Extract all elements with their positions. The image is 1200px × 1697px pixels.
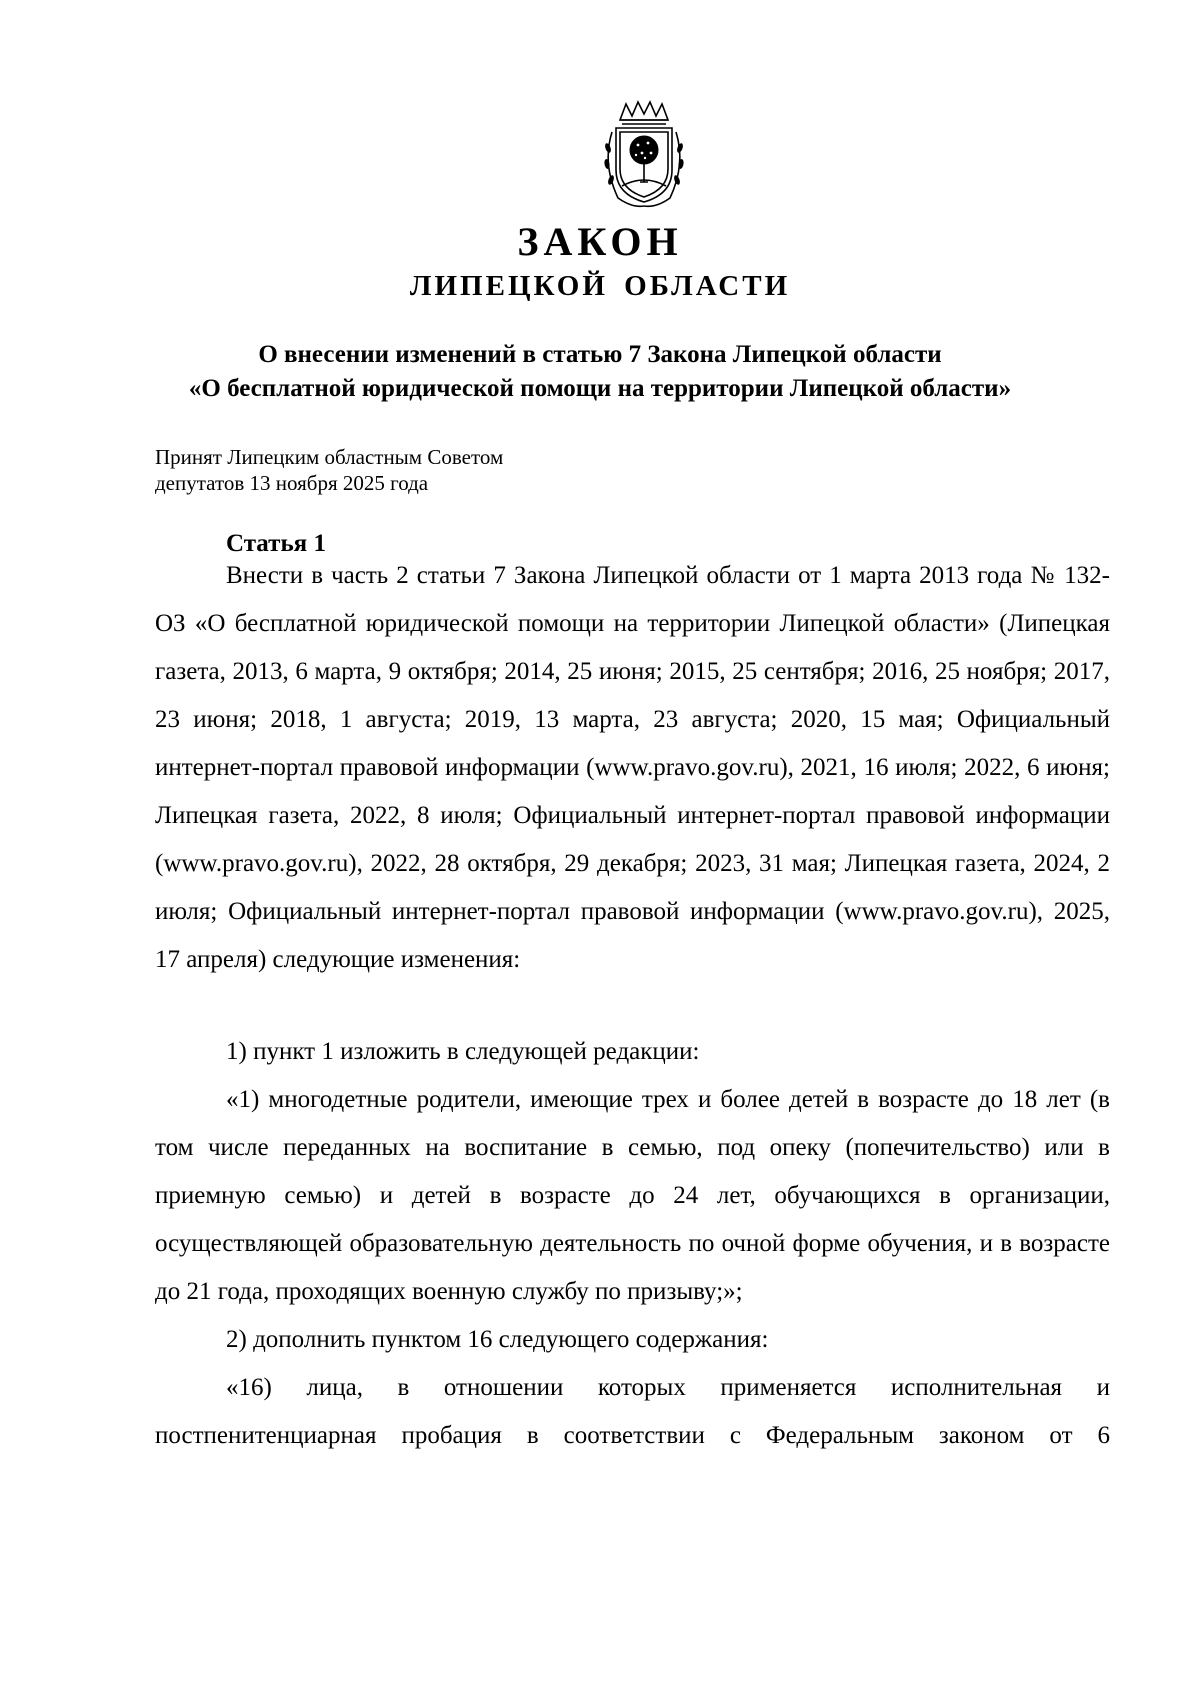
law-region: ЛИПЕЦКОЙ ОБЛАСТИ (409, 270, 791, 302)
law-title: ЗАКОН (517, 219, 683, 264)
subtitle-line-2: «О бесплатной юридической помощи на территории Липецкой области» (188, 375, 1012, 402)
adoption-note (155, 444, 503, 496)
article-intro: Внести в часть 2 статьи 7 Закона Липецкой области от 1 марта 2013 года № 132-ОЗ «О бесплатной юридической помощи на территории Липецкой области» (Липецкая газета, 2013, 6 марта, 9 октября; 2014, 25 июня; 2015, 25 сентября; 2016, 25 ноября; 2017, 23 июня; 2018, 1 августа; 2019, 13 марта, 23 августа; 2020, 15 мая; Официальный интернет-портал правовой информации (www.pravo.gov.ru), 2021, 16 июля; 2022, 6 июня; Липецкая газета, 2022, 8 июля; Официальный интернет-портал правовой информации (www.pravo.gov.ru), 2022, 28 октября, 29 декабря; 2023, 31 мая; Липецкая газета, 2024, 2 июля; Официальный интернет-портал правовой информации (www.pravo.gov.ru), 2025, 17 апреля) следующие изменения: (155, 562, 1110, 973)
law-body (155, 528, 1110, 1460)
item-1-text: «1) многодетные родители, имеющие трех и более детей в возрасте до 18 лет (в том числе переданных на воспитание в семью, под опеку (попечительство) или в приемную семью) и детей в возрасте до 24 лет, обучающихся в организации, осуществляющей образовательную деятельность по очной форме обучения, и в возрасте до 21 года, проходящих военную службу по призыву;»; (155, 1086, 1110, 1305)
adoption-line-2: депутатов 13 ноября 2025 года (155, 471, 429, 495)
law-subtitle (0, 338, 1200, 406)
lipetsk-coat-of-arms-icon (598, 98, 690, 210)
item-2-text: «16) лица, в отношении которых применяется исполнительная и постпенитенциарная пробация в соответствии с Федеральным законом от 6 (155, 1374, 1110, 1449)
item-2: 2) дополнить пунктом 16 следующего содержания: (226, 1326, 769, 1353)
adoption-line-1: Принят Липецким областным Советом (155, 445, 504, 469)
subtitle-line-1: О внесении изменений в статью 7 Закона Липецкой области (258, 341, 942, 368)
article-title: Статья 1 (226, 530, 326, 557)
item-1: 1) пункт 1 изложить в следующей редакции: (226, 1038, 700, 1065)
